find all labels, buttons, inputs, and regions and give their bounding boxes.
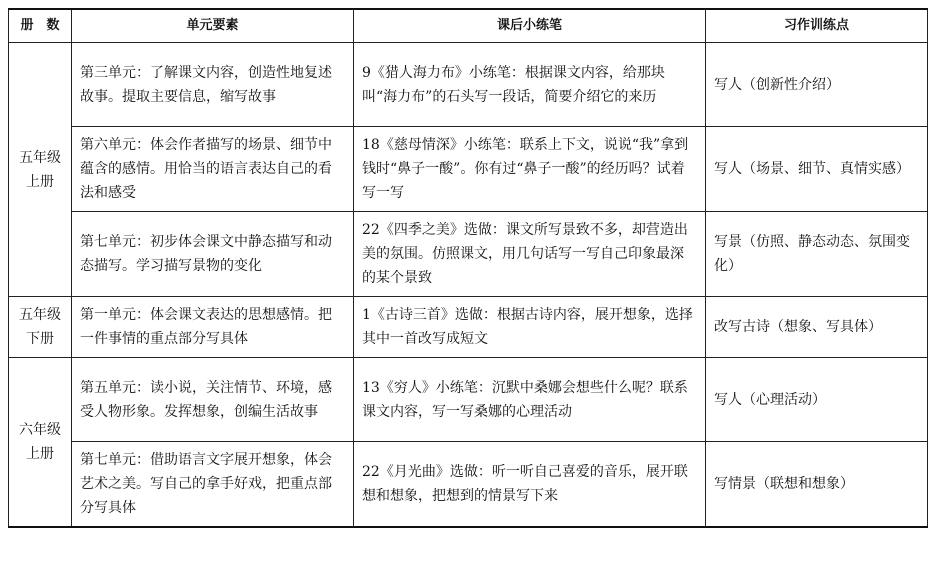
exercise-cell: 18《慈母情深》小练笔：联系上下文，说说“我”拿到钱时“鼻子一酸”。你有过“鼻子一酸”的经历吗？试着写一写	[354, 127, 706, 212]
writing-point-cell: 写人（心理活动）	[706, 358, 928, 442]
writing-point-cell: 写情景（联想和想象）	[706, 442, 928, 528]
unit-element-cell: 第五单元：读小说，关注情节、环境，感受人物形象。发挥想象，创编生活故事	[72, 358, 354, 442]
table-row	[9, 442, 928, 528]
volume-term: 上册	[26, 446, 54, 462]
volume-cell	[9, 297, 72, 358]
exercise-cell: 22《四季之美》选做：课文所写景致不多，却营造出美的氛围。仿照课文，用几句话写一写自己印象最深的某个景致	[354, 212, 706, 297]
exercise-cell: 13《穷人》小练笔：沉默中桑娜会想些什么呢？联系课文内容，写一写桑娜的心理活动	[354, 358, 706, 442]
writing-point-cell: 改写古诗（想象、写具体）	[706, 297, 928, 358]
volume-cell	[9, 43, 72, 297]
unit-element-cell: 第一单元：体会课文表达的思想感情。把一件事情的重点部分写具体	[72, 297, 354, 358]
unit-element-cell: 第七单元：借助语言文字展开想象，体会艺术之美。写自己的拿手好戏，把重点部分写具体	[72, 442, 354, 528]
volume-term: 上册	[26, 173, 54, 190]
table-row	[9, 43, 928, 127]
header-volume: 册 数	[9, 9, 72, 43]
volume-cell	[9, 358, 72, 528]
header-exercise: 课后小练笔	[354, 9, 706, 43]
writing-point-cell: 写人（创新性介绍）	[706, 43, 928, 127]
table-row	[9, 297, 928, 358]
header-writing-point: 习作训练点	[706, 9, 928, 43]
exercise-cell: 22《月光曲》选做：听一听自己喜爱的音乐，展开联想和想象，把想到的情景写下来	[354, 442, 706, 528]
volume-grade: 六年级	[19, 422, 61, 438]
unit-element-cell: 第三单元：了解课文内容，创造性地复述故事。提取主要信息，缩写故事	[72, 43, 354, 127]
table-row	[9, 127, 928, 212]
curriculum-table	[8, 8, 928, 528]
unit-element-cell: 第七单元：初步体会课文中静态描写和动态描写。学习描写景物的变化	[72, 212, 354, 297]
volume-grade: 五年级	[19, 149, 61, 166]
header-row	[9, 9, 928, 43]
header-unit-element: 单元要素	[72, 9, 354, 43]
writing-point-cell: 写人（场景、细节、真情实感）	[706, 127, 928, 212]
unit-element-cell: 第六单元：体会作者描写的场景、细节中蕴含的感情。用恰当的语言表达自己的看法和感受	[72, 127, 354, 212]
volume-grade: 五年级	[19, 307, 61, 323]
writing-point-cell: 写景（仿照、静态动态、氛围变化）	[706, 212, 928, 297]
table-row	[9, 358, 928, 442]
volume-term: 下册	[26, 331, 54, 347]
table-row	[9, 212, 928, 297]
exercise-cell: 1《古诗三首》选做：根据古诗内容，展开想象，选择其中一首改写成短文	[354, 297, 706, 358]
exercise-cell: 9《猎人海力布》小练笔：根据课文内容，给那块叫“海力布”的石头写一段话，简要介绍它的来历	[354, 43, 706, 127]
